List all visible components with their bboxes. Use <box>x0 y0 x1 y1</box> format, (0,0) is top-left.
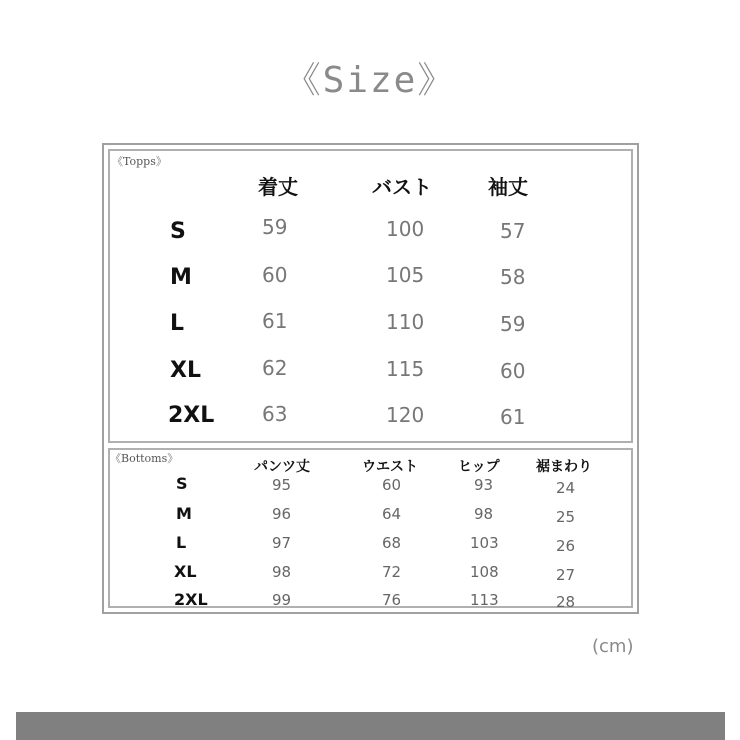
tops-xl-bust: 115 <box>386 357 425 381</box>
bottoms-m-pants: 96 <box>272 505 292 523</box>
tops-l-sleeve: 59 <box>500 312 526 336</box>
header-sleeve: 袖丈 <box>488 175 528 199</box>
tops-section-label: 《Topps》 <box>112 155 167 168</box>
bottoms-s-hem: 24 <box>556 479 576 497</box>
bottoms-xl-hip: 108 <box>470 563 499 581</box>
bottoms-size-s: S <box>176 474 188 493</box>
tops-l-bust: 110 <box>386 310 425 334</box>
tops-s-length: 59 <box>262 215 288 239</box>
tops-xl-length: 62 <box>262 356 288 380</box>
bottoms-xl-pants: 98 <box>272 563 292 581</box>
tops-2xl-sleeve: 61 <box>500 405 526 429</box>
bottoms-size-xl: XL <box>174 562 197 581</box>
bottoms-xl-hem: 27 <box>556 566 576 584</box>
header-pants-length: パンツ丈 <box>254 459 310 475</box>
header-hem: 裾まわり <box>536 459 592 475</box>
bottoms-xl-waist: 72 <box>382 563 402 581</box>
tops-size-s: S <box>170 219 186 244</box>
bottoms-m-hip: 98 <box>474 505 494 523</box>
bottoms-2xl-waist: 76 <box>382 591 402 609</box>
tops-table <box>108 149 633 443</box>
tops-2xl-bust: 120 <box>386 403 425 427</box>
bottoms-s-waist: 60 <box>382 476 402 494</box>
tops-size-m: M <box>170 265 192 290</box>
footer-bar <box>16 712 725 740</box>
tops-s-sleeve: 57 <box>500 219 526 243</box>
tops-size-2xl: 2XL <box>168 403 215 428</box>
tops-l-length: 61 <box>262 309 288 333</box>
tops-2xl-length: 63 <box>262 402 288 426</box>
bottoms-s-hip: 93 <box>474 476 494 494</box>
bottoms-m-waist: 64 <box>382 505 402 523</box>
header-length: 着丈 <box>258 175 298 199</box>
bottoms-l-hem: 26 <box>556 537 576 555</box>
bottoms-section-label: 《Bottoms》 <box>110 452 179 465</box>
tops-m-sleeve: 58 <box>500 265 526 289</box>
bottoms-size-m: M <box>176 504 192 523</box>
bottoms-size-2xl: 2XL <box>174 590 208 609</box>
header-waist: ウエスト <box>362 459 418 475</box>
bottoms-l-waist: 68 <box>382 534 402 552</box>
unit-label: (cm) <box>592 636 634 657</box>
tops-xl-sleeve: 60 <box>500 359 526 383</box>
tops-s-bust: 100 <box>386 217 425 241</box>
page-title: 《Size》 <box>284 60 456 101</box>
tops-size-l: L <box>170 311 185 336</box>
size-chart-frame <box>102 143 639 614</box>
tops-m-length: 60 <box>262 263 288 287</box>
bottoms-l-hip: 103 <box>470 534 499 552</box>
bottoms-s-pants: 95 <box>272 476 292 494</box>
bottoms-2xl-hip: 113 <box>470 591 499 609</box>
bottoms-l-pants: 97 <box>272 534 292 552</box>
bottoms-2xl-hem: 28 <box>556 593 576 611</box>
header-hip: ヒップ <box>458 459 500 475</box>
bottoms-size-l: L <box>176 533 187 552</box>
header-bust: バスト <box>372 175 432 199</box>
tops-size-xl: XL <box>170 358 201 383</box>
bottoms-table <box>108 448 633 611</box>
bottoms-m-hem: 25 <box>556 508 576 526</box>
tops-m-bust: 105 <box>386 263 425 287</box>
bottoms-2xl-pants: 99 <box>272 591 292 609</box>
